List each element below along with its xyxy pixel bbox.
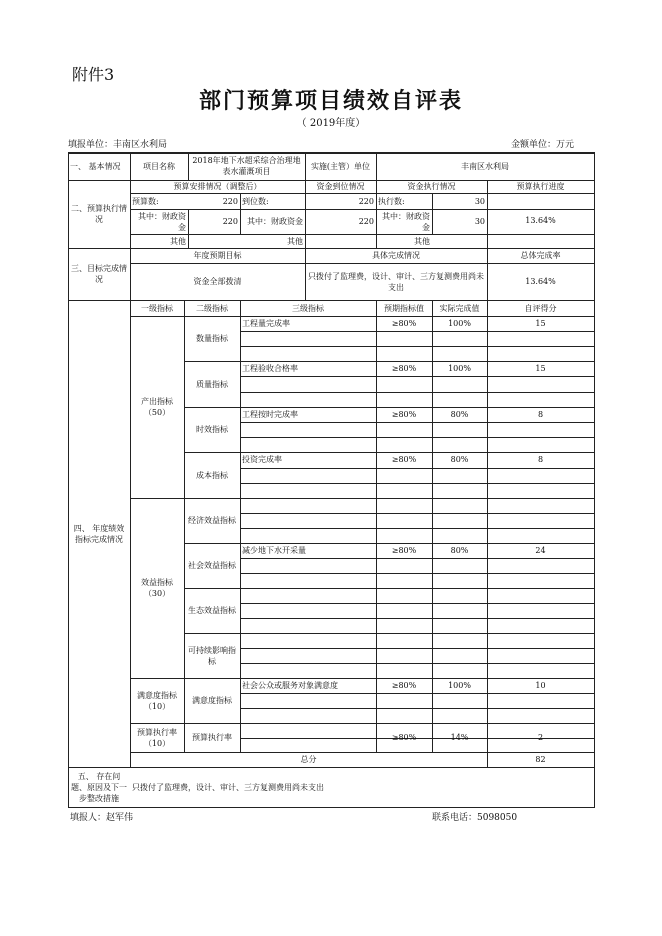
other-label: 其他 [170, 236, 186, 246]
budget-progress-header: 预算执行进度 [516, 182, 565, 191]
grid-line [240, 528, 594, 529]
grid-line [68, 807, 594, 808]
satisfaction-score: 10 [535, 681, 546, 690]
grid-line [184, 588, 594, 589]
budget-executed-header: 资金执行情况 [407, 182, 456, 191]
quantity-label: 数量指标 [196, 334, 228, 343]
arrived-value: 220 [358, 196, 374, 206]
output-label: 产出指标（50） [141, 397, 173, 417]
cost-expected: ≥80% [391, 455, 417, 464]
timeliness-score: 8 [537, 410, 544, 419]
cost-score: 8 [537, 455, 544, 464]
budget-arrived-header: 资金到位情况 [316, 182, 365, 191]
quality-name: 工程验收合格率 [242, 364, 298, 373]
progress-value: 13.64% [525, 216, 556, 225]
grid-line [240, 618, 594, 619]
executed-label: 执行数: [378, 196, 405, 206]
budget-label: 预算数: [132, 196, 159, 206]
project-name-label: 项目名称 [143, 161, 175, 171]
specific-value: 只拨付了监理费，设计、审计、三方复测费用尚未支出 [308, 271, 484, 292]
budget-section-label: 二、预算执行情况 [71, 204, 127, 224]
timeliness-name: 工程按时完成率 [242, 410, 298, 419]
quantity-expected: ≥80% [391, 319, 417, 328]
budget-value: 220 [222, 196, 238, 206]
h-level2: 二级指标 [196, 303, 228, 313]
benefit-label: 效益指标（30） [141, 578, 173, 598]
other-label: 其他 [414, 236, 430, 246]
quantity-score: 15 [535, 319, 546, 328]
money-unit: 金额单位：万元 [511, 140, 575, 150]
grid-line [240, 346, 594, 347]
contact-phone: 联系电话：5098050 [432, 813, 518, 823]
problems-content: 只拨付了监理费，设计、审计、三方复测费用尚未支出 [132, 782, 324, 792]
grid-line [184, 633, 594, 634]
h-score: 自评得分 [524, 303, 557, 313]
year-label: （ 2019年度） [296, 118, 366, 129]
problems-section-label: 五、 存在问题、原因及下一步整改措施 [71, 771, 127, 803]
grid-line [240, 483, 594, 484]
budget-rate-actual: 14% [450, 733, 469, 742]
cost-label: 成本指标 [196, 470, 228, 480]
satisfaction-name: 社会公众或服务对象满意度 [242, 681, 338, 690]
basic-section-label: 一、 基本情况 [70, 161, 121, 171]
grid-line [240, 603, 594, 604]
filler-unit: 填报单位：丰南区水利局 [68, 140, 168, 150]
grid-line [240, 331, 594, 332]
target-section-label: 三、目标完成情况 [71, 264, 127, 284]
grid-line [240, 422, 594, 423]
annual-value: 资金全部拨清 [193, 277, 242, 286]
cost-actual: 80% [450, 455, 469, 464]
quality-actual: 100% [448, 364, 471, 373]
grid-line [240, 693, 594, 694]
quality-score: 15 [535, 364, 546, 373]
h-expected: 预期指标值 [384, 303, 424, 313]
grid-line [240, 708, 594, 709]
budget-rate-l2: 预算执行率 [192, 733, 232, 742]
arrived-label: 到位数: [242, 196, 269, 206]
indicators-section-label: 四、 年度绩效指标完成情况 [73, 523, 125, 544]
fin-funds-value: 30 [474, 217, 485, 226]
grid-line [240, 663, 594, 664]
grid-line [594, 152, 595, 808]
fin-funds-label: 其中：财政资金 [247, 217, 303, 226]
fin-funds-value: 220 [222, 217, 238, 226]
cost-name: 投资完成率 [242, 455, 282, 464]
project-name-value: 2018年地下水超采综合治理地表水灌溉项目 [192, 156, 301, 176]
social-score: 24 [535, 546, 546, 555]
total-rate-header: 总体完成率 [520, 251, 561, 260]
attachment-label: 附件3 [72, 65, 115, 84]
economic-label: 经济效益指标 [188, 516, 236, 525]
timeliness-expected: ≥80% [391, 410, 417, 419]
h-level1: 一级指标 [141, 303, 173, 313]
specific-header: 具体完成情况 [372, 251, 420, 260]
satisfaction-l1: 满意度指标（10） [137, 690, 177, 711]
grid-line [240, 392, 594, 393]
total-score: 82 [535, 755, 546, 764]
social-name: 减少地下水开采量 [242, 546, 306, 555]
filler-person: 填报人：赵军伟 [70, 813, 134, 823]
eco-label: 生态效益指标 [188, 606, 236, 615]
other-label: 其他 [287, 236, 303, 246]
grid-line [240, 648, 594, 649]
executor-value: 丰南区水利局 [461, 161, 509, 171]
h-level3: 三级指标 [292, 303, 324, 313]
grid-line [240, 437, 594, 438]
fin-funds-value: 220 [358, 217, 374, 226]
quality-label: 质量指标 [196, 379, 228, 389]
satisfaction-expected: ≥80% [391, 681, 417, 690]
executor-label: 实施(主管）单位 [310, 161, 371, 171]
quality-expected: ≥80% [391, 364, 417, 373]
grid-line [240, 573, 594, 574]
annual-header: 年度预期目标 [193, 251, 242, 260]
fin-funds-label: 其中：财政资金 [382, 211, 430, 232]
budget-arranged-header: 预算安排情况（调整后） [173, 182, 262, 191]
fin-funds-label: 其中：财政资金 [138, 211, 186, 232]
timeliness-label: 时效指标 [196, 425, 228, 434]
grid-line [240, 376, 594, 377]
satisfaction-l2: 满意度指标 [192, 696, 232, 705]
grid-line [240, 513, 594, 514]
grid-line [240, 468, 594, 469]
timeliness-actual: 80% [450, 410, 469, 419]
satisfaction-actual: 100% [448, 681, 471, 690]
social-expected: ≥80% [391, 546, 417, 555]
sustain-label: 可持续影响指标 [188, 645, 236, 666]
total-label: 总分 [300, 755, 317, 764]
budget-rate-l1: 预算执行率（10） [137, 727, 177, 748]
page-title: 部门预算项目绩效自评表 [198, 88, 463, 114]
h-actual: 实际完成值 [439, 303, 480, 313]
quantity-name: 工程量完成率 [242, 319, 290, 328]
budget-rate-expected: ≥80% [391, 733, 417, 742]
total-rate-value: 13.64% [525, 277, 556, 286]
budget-rate-score: 2 [537, 733, 544, 742]
social-label: 社会效益指标 [188, 561, 236, 570]
quantity-actual: 100% [448, 319, 471, 328]
social-actual: 80% [450, 546, 469, 555]
executed-value: 30 [474, 196, 485, 206]
grid-line [240, 558, 594, 559]
